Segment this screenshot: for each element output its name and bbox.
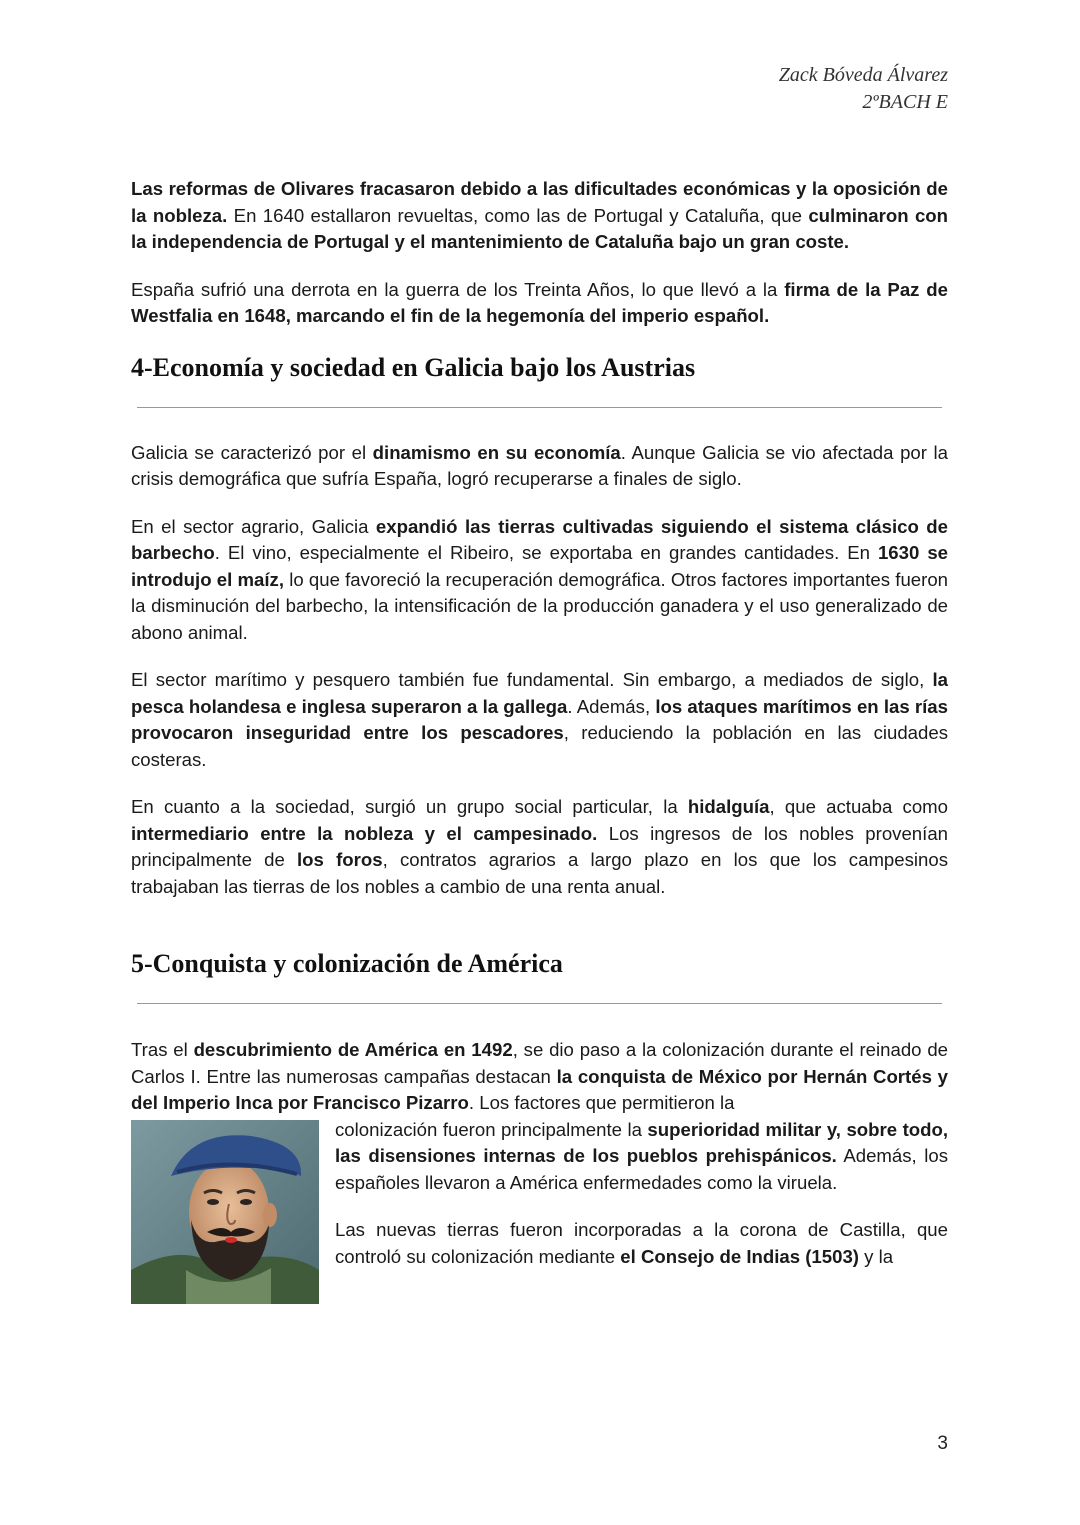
page-number: 3 — [937, 1433, 948, 1454]
hernan-cortes-portrait — [131, 1120, 319, 1304]
section-5-title: 5-Conquista y colonización de América — [131, 949, 563, 978]
page-header — [779, 62, 948, 116]
class-label: 2ºBACH E — [862, 91, 948, 113]
section-5-body — [131, 1037, 948, 1304]
section-4-body — [131, 440, 948, 901]
paragraph-conquest-factors: colonización fueron principalmente la superioridad militar y, sobre todo, las disensiones internas de los pueblos prehispánicos. Además, los españoles llevaron a América enfermedades como la viruela. — [335, 1118, 949, 1193]
document-body — [131, 176, 948, 1304]
author-name: Zack Bóveda Álvarez — [778, 64, 948, 86]
paragraph-society: En cuanto a la sociedad, surgió un grupo social particular, la hidalguía, que actuaba como intermediario entre la nobleza y el campesinado. Los ingresos de los nobles provenían principalmente de los foros, contratos agrarios a largo plazo en los que los campesinos trabajaban las tierras de los nobles a cambio de una renta anual. — [131, 796, 949, 897]
portrait-side-text — [335, 1117, 948, 1304]
paragraph-agrarian-sector: En el sector agrario, Galicia expandió las tierras cultivadas siguiendo el sistema clásico de barbecho. El vino, especialmente el Ribeiro, se exportaba en grandes cantidades. En 1630 se introdujo el maíz, lo que favoreció la recuperación demográfica. Otros factores importantes fueron la disminución del barbecho, la intensificación de la producción ganadera y el uso generalizado de abono animal. — [131, 515, 949, 643]
paragraph-castile-colonization: Las nuevas tierras fueron incorporadas a la corona de Castilla, que controló su colonización mediante el Consejo de Indias (1503) y la — [335, 1219, 948, 1267]
paragraph-galicia-economy: Galicia se caracterizó por el dinamismo en su economía. Aunque Galicia se vio afectada por la crisis demográfica que sufría España, logró recuperarse a finales de siglo. — [131, 441, 949, 489]
section-4-divider — [137, 407, 942, 408]
paragraph-conquest: Tras el descubrimiento de América en 1492, se dio paso a la colonización durante el reinado de Carlos I. Entre las numerosas campañas destacan la conquista de México por Hernán Cortés y del Imperio Inca por Francisco Pizarro. Los factores que permitieron la — [131, 1039, 948, 1113]
paragraph-westfalia: España sufrió una derrota en la guerra de los Treinta Años, lo que llevó a la firma de la Paz de Westfalia en 1648, marcando el fin de la hegemonía del imperio español. — [131, 278, 949, 326]
portrait-wrap-block — [131, 1117, 948, 1304]
section-4-title: 4-Economía y sociedad en Galicia bajo los Austrias — [131, 352, 696, 382]
paragraph-maritime-sector: El sector marítimo y pesquero también fue fundamental. Sin embargo, a mediados de siglo, la pesca holandesa e inglesa superaron a la gallega. Además, los ataques marítimos en las rías provocaron inseguridad entre los pescadores, reduciendo la población en las ciudades costeras. — [131, 669, 949, 770]
paragraph-olivares: Las reformas de Olivares fracasaron debido a las dificultades económicas y la oposición de la nobleza. En 1640 estallaron revueltas, como las de Portugal y Cataluña, que culminaron con la independencia de Portugal y el mantenimiento de Cataluña bajo un gran coste. — [131, 178, 948, 252]
section-5-divider — [137, 1003, 942, 1004]
